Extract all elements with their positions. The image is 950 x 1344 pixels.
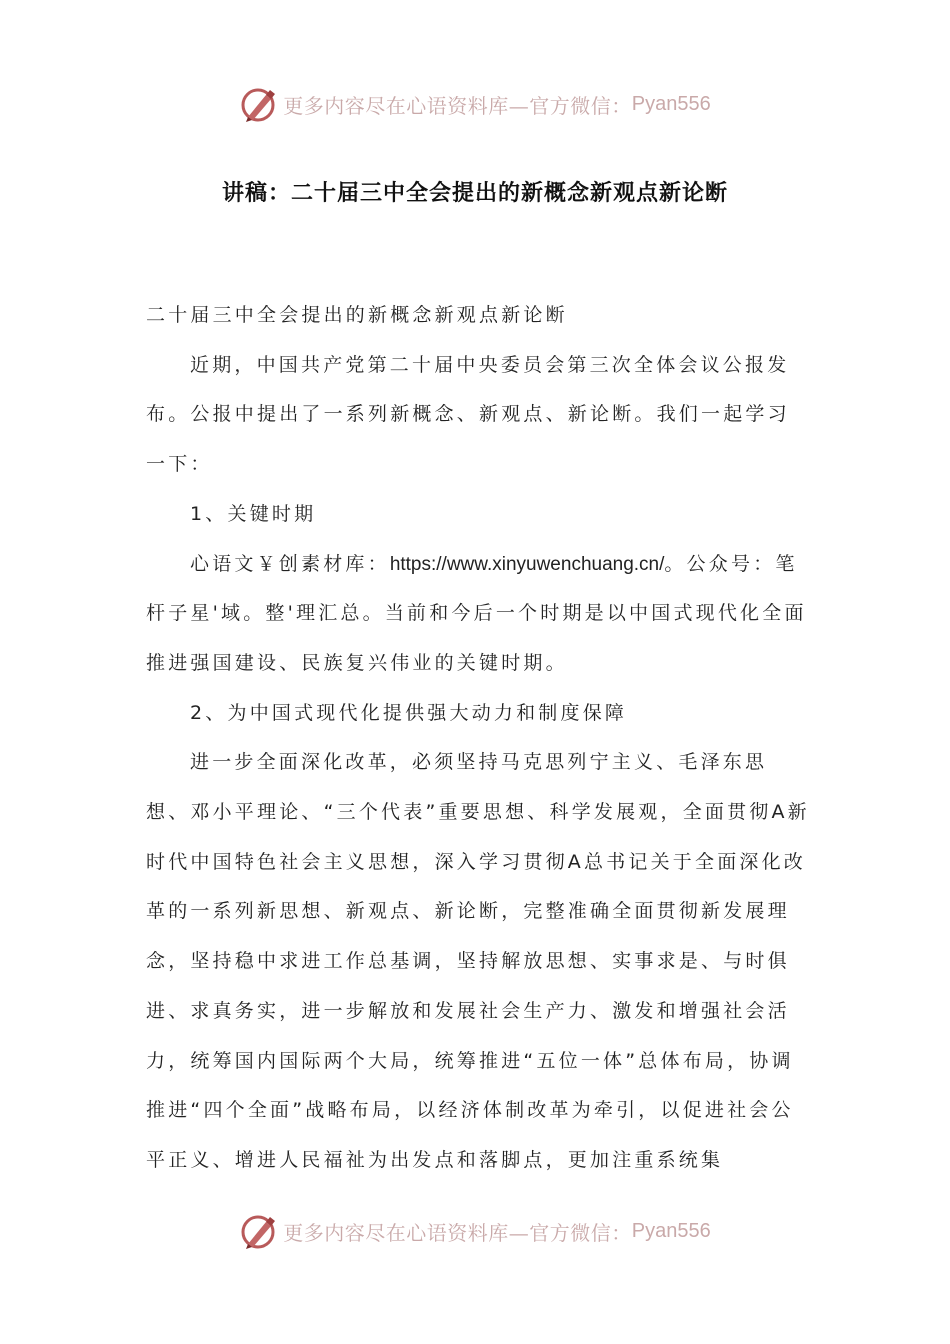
watermark-contact: Pyan556 bbox=[631, 1219, 711, 1242]
document-body bbox=[146, 291, 811, 1186]
pen-logo-icon bbox=[239, 84, 279, 124]
watermark-banner-top bbox=[0, 84, 950, 124]
watermark-contact: Pyan556 bbox=[631, 92, 711, 115]
source-url: https://www.xinyuwenchuang.cn/ bbox=[389, 553, 665, 575]
paragraph-subtitle: 二十届三中全会提出的新概念新观点新论断 bbox=[146, 304, 568, 326]
source-label: 心语文￥创素材库： bbox=[190, 552, 390, 575]
watermark-text: 更多内容尽在心语资料库—官方微信： bbox=[283, 1220, 632, 1245]
paragraph-section-2: 进一步全面深化改革，必须坚持马克思列宁主义、毛泽东思想、邓小平理论、“三个代表”重要思想、科学发展观，全面贯彻A新时代中国特色社会主义思想，深入学习贯彻A总书记关于全面深化改革的一系列新思想、新观点、新论断，完整准确全面贯彻新发展理念，坚持稳中求进工作总基调，坚持解放思想、实事求是、与时俱进、求真务实，进一步解放和发展社会生产力、激发和增强社会活力，统筹国内国际两个大局，统筹推进“五位一体”总体布局，协调推进“四个全面”战略布局，以经济体制改革为牵引，以促进社会公平正义、增进人民福祉为出发点和落脚点，更加注重系统集 bbox=[146, 751, 810, 1171]
paragraph-intro: 近期，中国共产党第二十届中央委员会第三次全体会议公报发布。公报中提出了一系列新概念、新观点、新论断。我们一起学习一下： bbox=[146, 353, 790, 476]
watermark-banner-bottom bbox=[0, 1211, 950, 1251]
pen-logo-icon bbox=[239, 1211, 279, 1251]
document-title: 讲稿：二十届三中全会提出的新概念新观点新论断 bbox=[221, 181, 728, 206]
heading-section-1: 1、关键时期 bbox=[190, 502, 317, 525]
heading-section-2: 2、为中国式现代化提供强大动力和制度保障 bbox=[190, 701, 628, 724]
watermark-text: 更多内容尽在心语资料库—官方微信： bbox=[283, 93, 632, 118]
paragraph-section-1 bbox=[146, 540, 811, 689]
paragraph-section-1-text: 。公众号：笔杆子星'域。整'理汇总。当前和今后一个时期是以中国式现代化全面推进强国建设、民族复兴伟业的关键时期。 bbox=[146, 552, 807, 674]
